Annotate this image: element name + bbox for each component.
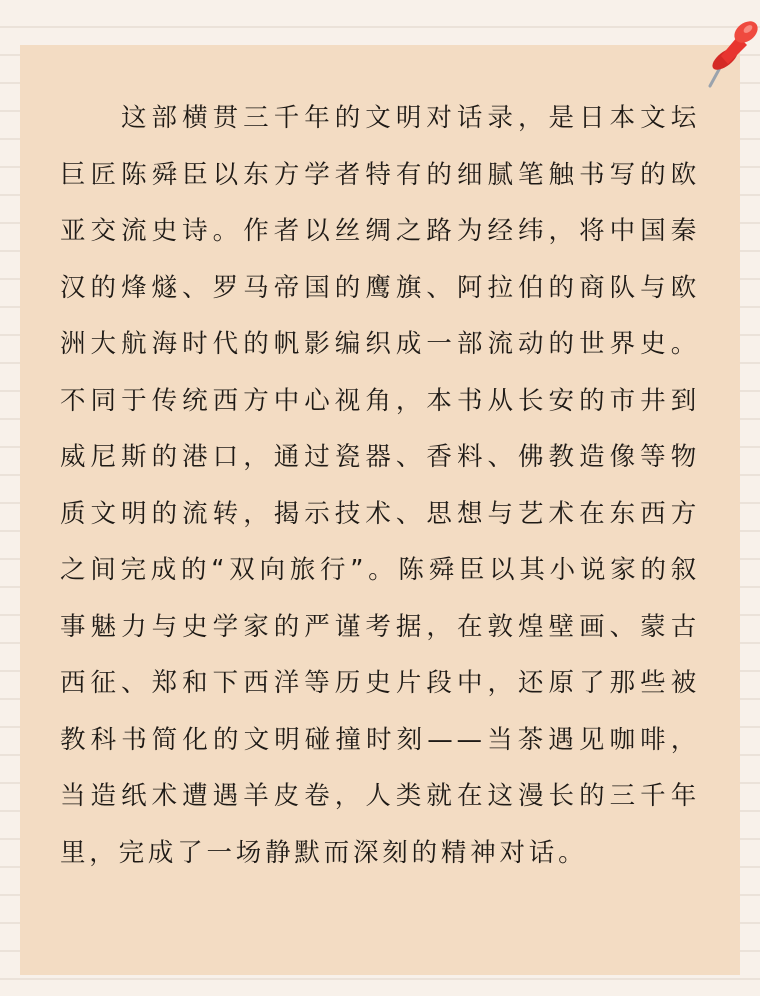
pushpin-icon bbox=[698, 14, 760, 90]
note-paragraph: 这部横贯三千年的文明对话录，是日本文坛巨匠陈舜臣以东方学者特有的细腻笔触书写的欧亚交流史诗。作者以丝绸之路为经纬，将中国秦汉的烽燧、罗马帝国的鹰旗、阿拉伯的商队与欧洲大航海时代的帆影编织成一部流动的世界史。不同于传统西方中心视角，本书从长安的市井到威尼斯的港口，通过瓷器、香料、佛教造像等物质文明的流转，揭示技术、思想与艺术在东西方之间完成的“双向旅行”。陈舜臣以其小说家的叙事魅力与史学家的严谨考据，在敦煌壁画、蒙古西征、郑和下西洋等历史片段中，还原了那些被教科书简化的文明碰撞时刻——当茶遇见咖啡，当造纸术遭遇羊皮卷，人类就在这漫长的三千年里，完成了一场静默而深刻的精神对话。 bbox=[60, 103, 700, 868]
